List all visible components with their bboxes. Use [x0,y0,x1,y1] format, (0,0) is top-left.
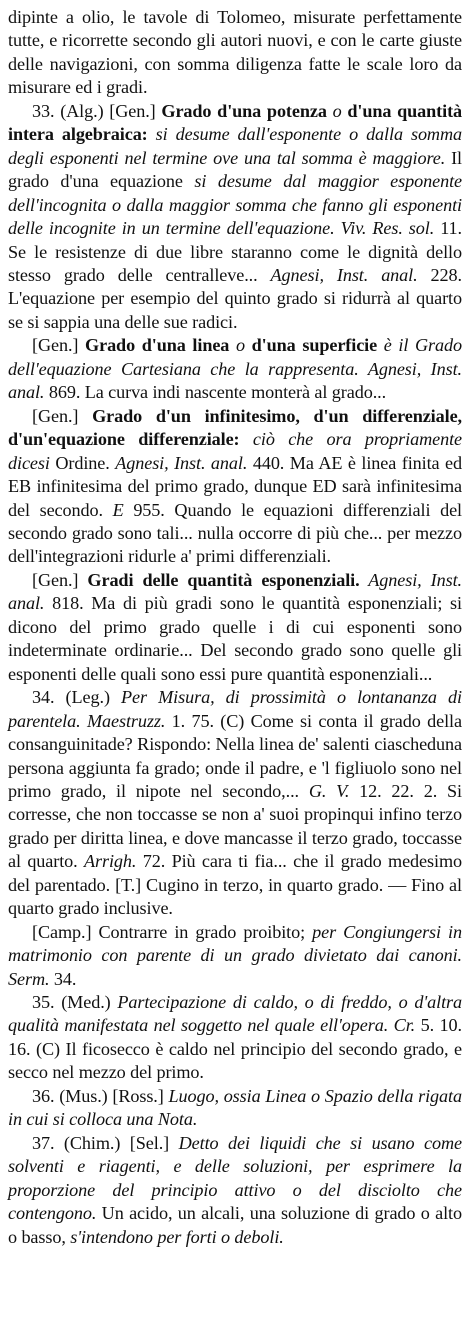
bold-term: Grado d'un infinitesimo, d'un differenziale, d'un'equazione differenziale: [8,405,462,450]
bold-term: Grado d'una potenza [161,100,327,121]
body-text: 36. (Mus.) [Ross.] [32,1085,169,1106]
body-text: 5. 10. 16. (C) Il ficosecco è caldo nel principio del secondo grado, e secco nel mezzo del primo. [8,1015,462,1083]
body-text: 33. (Alg.) [Gen.] [32,100,162,121]
italic-text: Luogo, ossia Linea o Spazio della rigata in cui si colloca una Nota. [8,1085,462,1130]
italic-text: Agnesi, Inst. anal. [115,452,248,473]
italic-text: Agnesi, Inst. anal. [270,264,418,285]
italic-text: è il Grado dell'equazione Cartesiana che la rappresenta. Agnesi, Inst. anal. [8,335,463,403]
text-body [8,6,462,1249]
italic-text: Per Misura, di prossimità o lontananza di parentela. Maestruzz. [8,687,462,731]
body-text: dipinte a olio, le tavole di Tolomeo, misurate perfettamente tutte, e ricorrette secondo gli autori nuovi, e con le carte giuste delle navigazioni, con somma diligenza fatte le scale loro da misurare ed i gradi. [8,7,462,98]
entry-paragraph [8,334,462,404]
italic-text: s'intendono per forti o deboli. [70,1226,284,1247]
entry-paragraph [8,991,462,1085]
italic-text: Agnesi, Inst. anal. [8,569,463,614]
italic-text: Arrigh. [84,851,137,872]
body-text: Ordine. [49,452,116,473]
italic-text: per Congiungersi in matrimonio con parente di un grado divietato dai canoni. Serm. [8,921,462,989]
entry-paragraph [8,1132,462,1249]
entry-paragraph [8,686,462,921]
body-text: 12. 22. 2. Si corresse, che non toccasse se non a' suoi propinqui infino terzo grado per diritta linea, e dove mancasse il terzo grado, toccasse al quarto. [8,780,462,872]
body-text: 869. La curva indi nascente monterà al grado... [44,382,387,403]
body-text: [Gen.] [32,569,88,590]
body-text: [Camp.] Contrarre in grado proibito; [32,921,313,942]
entry-paragraph [8,100,462,335]
entry-paragraph [8,6,462,100]
italic-text: ciò che ora propriamente dicesi [8,429,463,473]
body-text: 34. [49,968,77,989]
entry-paragraph [8,405,462,569]
body-text: Il grado d'una equazione [8,147,462,192]
entry-paragraph [8,569,462,686]
body-text: 228. L'equazione per esempio del quinto grado si ridurrà al quarto se si sappia una delle sue radici. [8,264,462,332]
italic-text: si desume dal maggior esponente dell'incognita o dalla maggior somma che fanno gli esponenti delle incognite in un termine dell'equazione. Viv. Res. sol. [8,171,462,239]
bold-term: d'una quantità intera algebraica: [8,100,463,145]
italic-text: E [112,499,124,520]
italic-text: Partecipazione di caldo, o di freddo, o d'altra qualità manifestata nel soggetto nel quale ell'opera. Cr. [8,992,462,1036]
bold-term: Grado d'una linea [85,335,230,356]
body-text: [Gen.] [32,335,86,356]
body-text: 955. Quando le equazioni differenziali del secondo grado sono tali... nulla occorre di più che... per mezzo dell'integrazioni ridurle a' primi differenziali. [8,499,462,567]
entry-paragraph [8,921,462,991]
entry-paragraph [8,1085,462,1132]
body-text: [Gen.] [32,405,93,426]
body-text: 34. (Leg.) [32,687,122,708]
body-text: 440. Ma AE è linea finita ed EB infinitesima del primo grado, dunque ED sarà infinitesima del secondo. [8,452,462,520]
italic-text: G. V. [308,780,350,801]
body-text: 37. (Chim.) [Sel.] [32,1132,179,1153]
body-text: 1. 75. (C) Come si conta il grado della consanguinitade? Rispondo: Nella linea de' salenti ciascheduna persona aggiunta fa grado; onde il padre, e 'l figliuolo sono nel primo grado, il nipote nel secondo,... [8,710,462,801]
body-text: Un acido, un alcali, una soluzione di grado o alto o basso, [8,1203,462,1247]
body-text: 72. Più cara ti fia... che il grado medesimo del parentado. [T.] Cugino in terzo, in quarto grado. — Fino al quarto grado inclusive. [8,851,462,919]
italic-text: si desume dall'esponente o dalla somma degli esponenti nel termine ove una tal somma è maggiore. [8,124,462,168]
italic-text: o [326,100,348,121]
italic-text: o [229,335,252,356]
bold-term: Gradi delle quantità esponenziali. [87,569,360,590]
body-text: 35. (Med.) [32,992,118,1013]
body-text: 11. Se le resistenze di due libre staranno come le dignità dello stesso grado delle centralleve... [8,218,462,285]
italic-text: Detto dei liquidi che si usano come solventi e riagenti, e delle soluzioni, per esprimere la proporzione del principio attivo o del disciolto che contengono. [8,1132,462,1224]
body-text: 818. Ma di più gradi sono le quantità esponenziali; si dicono del primo grado quelle i di cui esponenti sono indeterminate ordinarie... Del secondo grado sono quelle gli esponenti delle quali sono essi pure quantità esponenziali... [8,593,462,684]
bold-term: d'una superficie [251,335,378,356]
